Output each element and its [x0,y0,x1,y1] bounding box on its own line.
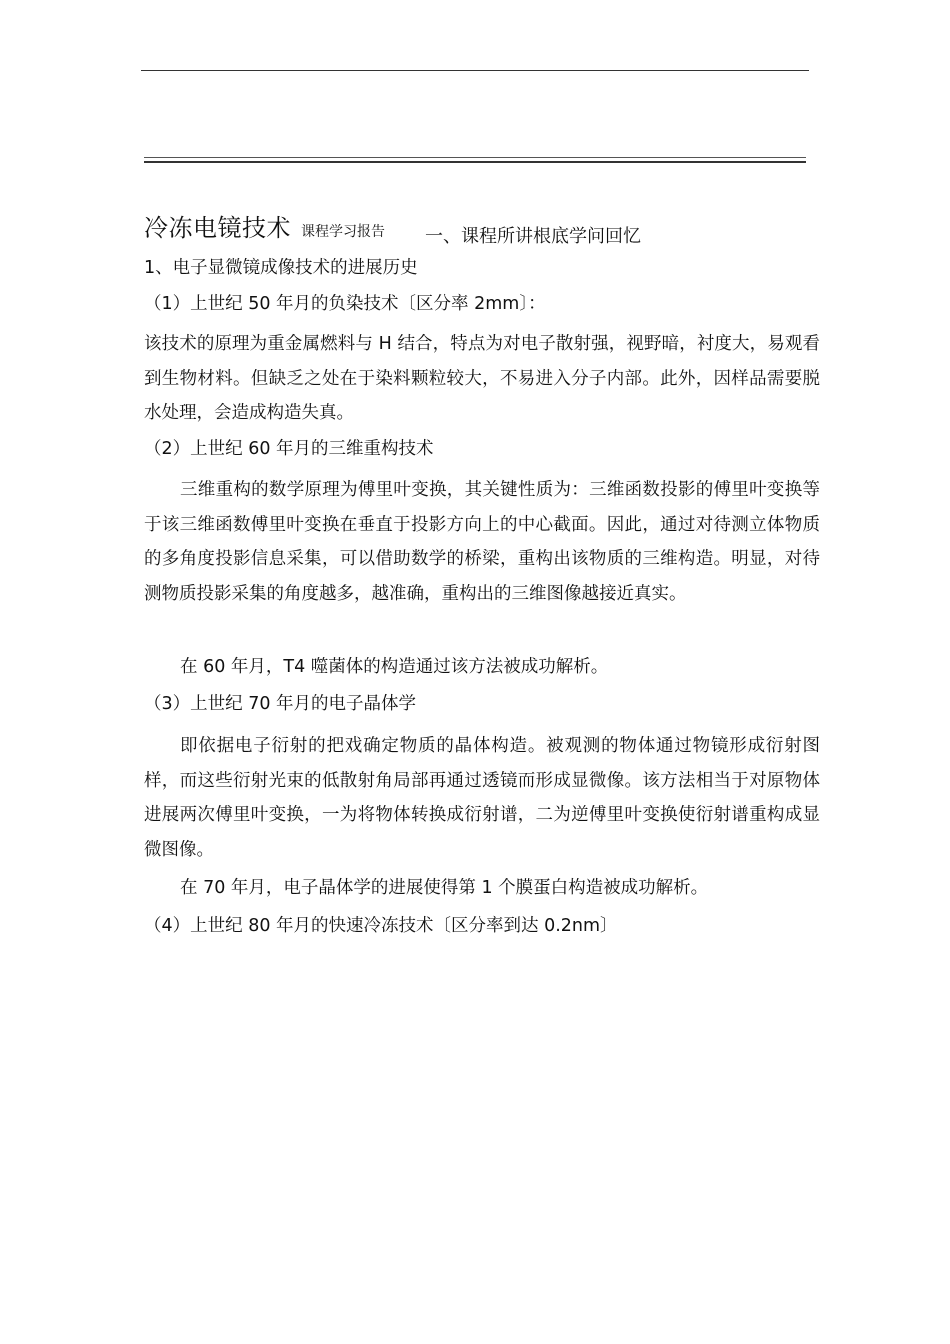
document-subtitle: 课程学习报告 [301,224,385,240]
header-rule [141,70,809,71]
header-double-rule [144,157,806,163]
item-3-note: 在 70 年月，电子晶体学的进展使得第 1 个膜蛋白构造被成功解析。 [180,878,709,898]
item-1-body: 该技术的原理为重金属燃料与 H 结合，特点为对电子散射强，视野暗，衬度大，易观看到生物材料。但缺乏之处在于染料颗粒较大，不易进入分子内部。此外，因样品需要脱水处理，会造成构造失真。 [144,334,820,423]
item-4-heading: （4）上世纪 80 年月的快速冷冻技术〔区分率到达 0.2nm〕 [144,916,618,936]
item-2-body: 三维重构的数学原理为傅里叶变换，其关键性质为：三维函数投影的傅里叶变换等于该三维函数傅里叶变换在垂直于投影方向上的中心截面。因此，通过对待测立体物质的多角度投影信息采集，可以借助数学的桥梁，重构出该物质的三维构造。明显，对待测物质投影采集的角度越多，越准确，重构出的三维图像越接近真实。 [144,480,820,604]
item-1-heading: （1）上世纪 50 年月的负染技术〔区分率 2mm〕： [144,294,546,314]
section-heading: 一、课程所讲根底学问回忆 [425,226,641,247]
item-3-heading: （3）上世纪 70 年月的电子晶体学 [144,694,417,714]
item-2-note: 在 60 年月，T4 噬菌体的构造通过该方法被成功解析。 [180,657,609,677]
sub-heading: 1、电子显微镜成像技术的进展历史 [144,258,418,278]
item-3-body: 即依据电子衍射的把戏确定物质的晶体构造。被观测的物体通过物镜形成衍射图样，而这些衍射光束的低散射角局部再通过透镜而形成显微像。该方法相当于对原物体进展两次傅里叶变换，一为将物体转换成衍射谱，二为逆傅里叶变换使衍射谱重构成显微图像。 [144,736,820,860]
item-2-heading: （2）上世纪 60 年月的三维重构技术 [144,439,434,459]
document-title: 冷冻电镜技术 [144,214,291,242]
title-line [144,208,641,247]
